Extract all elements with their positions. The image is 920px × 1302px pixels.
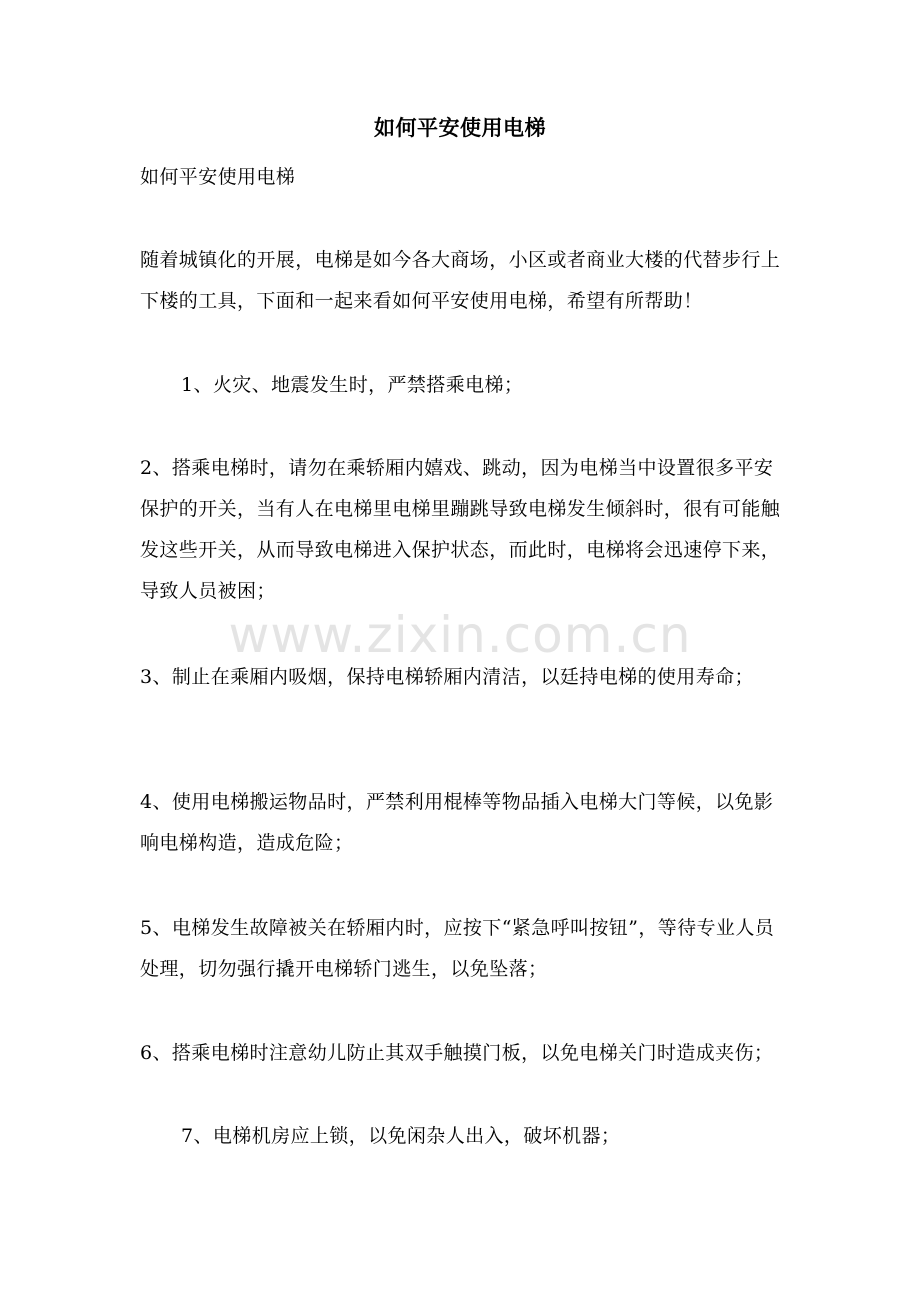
paragraph-item-6: 6、搭乘电梯时注意幼儿防止其双手触摸门板，以免电梯关门时造成夹伤；: [140, 1042, 774, 1064]
paragraph-item-2: 2、搭乘电梯时，请勿在乘轿厢内嬉戏、跳动，因为电梯当中设置很多平安保护的开关，当有人在电梯里电梯里蹦跳导致电梯发生倾斜时，很有可能触发这些开关，从而导致电梯进入保护状态，而此时，电梯将会迅速停下来，导致人员被困；: [140, 457, 781, 602]
paragraph-item-3: 3、制止在乘厢内吸烟，保持电梯轿厢内清洁，以廷持电梯的使用寿命；: [140, 666, 754, 688]
paragraph-intro: 随着城镇化的开展，电梯是如今各大商场，小区或者商业大楼的代替步行上下楼的工具，下面和一起来看如何平安使用电梯，希望有所帮助！: [140, 249, 781, 312]
paragraph-item-1: 1、火灾、地震发生时，严禁搭乘电梯；: [181, 374, 524, 396]
document-title: 如何平安使用电梯: [374, 115, 546, 140]
paragraph-item-4: 4、使用电梯搬运物品时，严禁利用棍棒等物品插入电梯大门等候，以免影响电梯构造，造成危险；: [140, 791, 774, 854]
document-subtitle: 如何平安使用电梯: [140, 166, 296, 188]
paragraph-item-7: 7、电梯机房应上锁，以免闲杂人出入，破坏机器；: [181, 1125, 621, 1147]
paragraph-item-5: 5、电梯发生故障被关在轿厢内时，应按下“紧急呼叫按钮”，等待专业人员处理，切勿强行撬开电梯轿门逃生，以免坠落；: [140, 917, 775, 980]
watermark-text: www.zixin.com.cn: [228, 606, 692, 664]
